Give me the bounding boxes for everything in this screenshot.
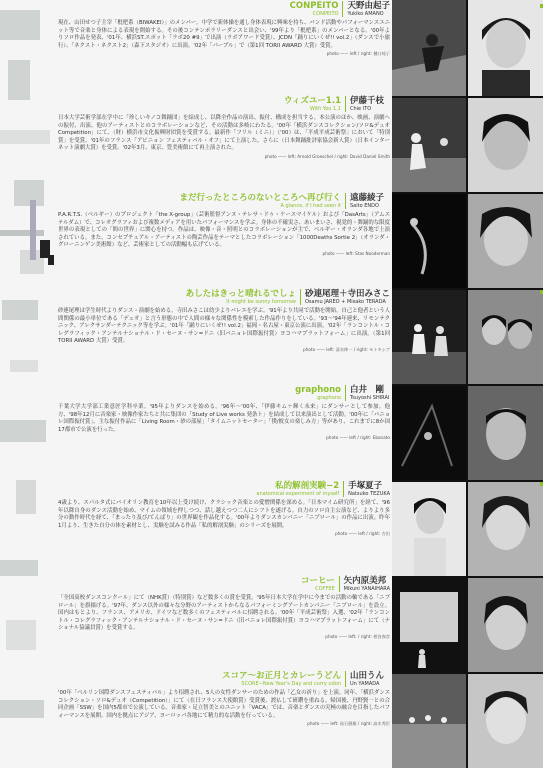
divider (300, 289, 301, 305)
entry-with-you (58, 96, 390, 159)
artist-name: 山田うん (350, 671, 385, 681)
photo-credit: photo —— left: / right: 相良春彦 (325, 633, 390, 639)
work-title: コーヒー (300, 576, 335, 586)
entry-header (58, 481, 390, 497)
portrait-photo (468, 674, 543, 768)
entry-header (58, 193, 390, 209)
work-title-en: COFFEE (315, 586, 335, 592)
performance-photo (392, 482, 466, 576)
artist-name-en: Natsuko TEZUKA (348, 491, 390, 497)
performance-photo (392, 194, 466, 288)
photo-credit: photo —— left: Arnold Groeschel / right: David Daniel Smith (264, 153, 390, 159)
portrait-photo (468, 386, 543, 480)
bio-text: 4歳より、スパルタ式にバイオリン教育を10年以上受け続け、クラシック音楽との愛憎関係を深める。「日本マイム研究所」を経て、'96年以降自身のダンス活動を始め、マイムの領域を押しつつ、話し越えつつ二人にシフトを遂げる。自力のソロ自主公演など、よりより多分の動作時代を経て、「まったり及び/てんぱり」の世界観を作品化する。'00年よりダンスカンパニー「ニブロール」の作品に出演。昨年1月より、生きた自分の体を素材とし、実験を試みる作品「私的解剖実験」のシリーズを展開。 (58, 500, 390, 529)
work-title-en: It might be sunny tomorrow (226, 299, 296, 305)
entry-header (58, 96, 390, 112)
artist-name: 手塚夏子 (348, 481, 383, 491)
performance-photo (392, 386, 466, 480)
artist-name-en: Tsuyoshi SHIRAI (350, 395, 390, 401)
entry-score (58, 671, 390, 726)
artist-name-en: Mikuni YANAIHARA (343, 586, 390, 592)
artist-name: 砂連尾理＋寺田みさこ (304, 289, 390, 299)
photo-credit: photo —— left / right: Ebanato (326, 435, 390, 441)
bio-text: 砂連尾理は学生時代よりダンス・演劇を始める。寺田みさこは幼少よりバレエを学ぶ。'91年より共同で活動を開始。自己と他者という人間関係の最小単位である「デュオ」と言う形態の中で人間の様々な関係性を模索した作品作りをしている。'93～'94年連来、リモンテクニック、アレクサンダーテクニック等を学ぶ。'01年「踊りにいくぜ!! vol.2」福岡・名古屋・東京公演に出演。'02年「ランコントル・コレグラフィック・アンテルナショナル・ド・セーヌ・サン=ドニ（旧バニョレ国際振付賞）ヨコハマプラットフォーム」に出演。（第1回 TORII AWARD 大賞）受賞。 (58, 308, 390, 345)
bio-text: 日本大学芸術学部在学中に「珍しいキノコ舞踊団」を結成し、以降全作品の演出、振付、構成を担当する。本公演のほか、映画、演劇への振付、出演、他のアーティストとのコラボレーションなど、その活動は多岐にわたる。'00年「横浜ダンスコレクション/ソロ&デュオ Competition」にて、（財）横浜市文化振興財団賞を受賞する。最新作「フリル（ミニ）」（'00）は、「平成平成芸術祭」において「特別賞」を受賞、'01年のフランス「アビニョン フェスティバル・オフ」にて上演した。さらに（日本舞踊批評家協会新人賞）（日本インターネット演劇大賞）を受賞。'02年3月、東京、豊美術館にて再上演された。 (58, 115, 390, 152)
artist-name: 伊藤千枝 (350, 96, 385, 106)
work-title: スコア〜お正月とカレーうどん (221, 671, 341, 681)
divider (342, 1, 343, 17)
work-title: まだ行ったところのないところへ再び行く (179, 193, 341, 203)
entry-coffee (58, 576, 390, 639)
photo-credit: photo —— left: Stas Nooderman (322, 250, 390, 256)
artist-name-en: Osamu JAREO + Misako TERADA (304, 299, 386, 305)
work-title-en: CONPEITO (312, 11, 339, 17)
divider (345, 671, 346, 687)
work-title-en: anatomical experiment of myself (256, 491, 340, 497)
photo-credit: photo —— left / right: 吉田 (335, 531, 390, 537)
divider (345, 96, 346, 112)
divider (345, 193, 346, 209)
portrait-photo (468, 578, 543, 672)
portrait-photo (468, 290, 543, 384)
work-title: graphono (295, 385, 341, 395)
entry-header (58, 671, 390, 687)
work-title-en: graphono (317, 395, 341, 401)
entry-sunny-tomorrow (58, 289, 390, 352)
bio-text: 千葉大学大学部工業意匠学科卒業。'95年よりダンスを始める。'96年〜'00年、「伊藤キム＋輝く未来」にダンサーとして参加。他方、'98年12月に音楽家・映像作家たちと共に集団の「Study of Live works 発条ト」を結成して以来演出として活動。'00年に「バニョレ国際振付賞」、主な振付作品に「Living Room・砂の部屋」「タイムニットセーター」「僕/彼女の楽しみ方」等があり、これまでに8か国17都市で公演を行った。 (58, 404, 390, 433)
bio-text: 「全国高校ダンスコンクール」にて（NHK賞）（特別賞）など数多くの賞を受賞。'95年日本大学在学中に今までの活動の軸である「ニブロール」を旗揚げる。'97年、ダンス以外の様々な分野のアーティストからなるパフォーミングアートカンパニー「ニブロール」を設立。国内はもとより、フランス、アメリカ、ドイツなど数多くのフェスティバルに招聘される。'00年「平成芸術祭」入選、'02年「ランコントル・コレグラフィック・アンテルナショナル・ド・セーヌ・サン=ドニ（旧バニョレ国際振付賞）ヨコハマプラットフォーム」にて（ナショナル協議員賞）を受賞する。 (58, 595, 390, 632)
entry-header (58, 385, 390, 401)
photo-credit: photo —— left: 仙石健雄 / right: 高木秀臣 (307, 721, 390, 727)
portrait-photo (468, 0, 543, 96)
artist-name: 天野由起子 (347, 1, 390, 11)
entry-a-glance (58, 193, 390, 256)
artist-name-en: Chie ITO (350, 106, 372, 112)
work-title-en: With You 1.1 (309, 106, 341, 112)
photo-credit: photo —— left / right: 樋口純子 (326, 51, 390, 57)
performance-photo (392, 98, 466, 192)
artist-name: 白井 剛 (350, 385, 385, 395)
bio-text: 現在、山田せつ子主宰「枇杷系（BIWAKEI）」のメンバー。中学で新体操を通し身体表現に興味を持ち、バンド活動やパフォーマンスユニット等で音楽と身体による表現を開始する。その後コンテンポラリーダンスと出会い、'99年より「枇杷系」のメンバーとなる。'00年よりソロ作品を発表、'01年、横浜ST.スポット「ラボ20 #9」で出演（ラボアワード受賞）、JCDN「踊りにいくぜ!! vol.2」（ダンスで小旅行）、「ネクスト・ネクスト2」（森下スタジオ）に出演。'02年「パープル」で（第1回 TORII AWARD 大賞）受賞。 (58, 20, 390, 49)
work-title-en: SCORE−New Year's Day and curry udon (241, 681, 341, 687)
photo-column (392, 0, 543, 768)
work-title: CONPEITO (289, 1, 339, 11)
artist-name-en: Un YAMADA (350, 681, 380, 687)
photo-credit: photo —— left: 清水伸一 / right: モトキシブ (303, 346, 390, 352)
divider (345, 385, 346, 401)
bio-text: P.A.R.T.S.（ベルギー）のプロジェクト「the X-group」（芸術監督アンヌ・テレサ・ドゥ・ケースマイケル）および「DasArts」（アムステルダム）で、コレオグラフィおよび複数メディアを用いたパフォーマンスを学ぶ。身体の不確実さ、あいまいさ、視覚的・舞踊的な限度世界の表現としての「間の世界」に関心を持つ。作品は、映像・音・照明とのコラボレーションが主で、ベルギー・オランダ各地で上演されている。また、コンセプチュアル・アーティストの陶芸作品をテーマとしたコラボレーション「1000Deaths Sortie 2」（オランダ・グローニンゲン美術館）など、芸術家としての活動幅も広げている。 (58, 212, 390, 249)
portrait-photo (468, 482, 543, 576)
entry-graphono (58, 385, 390, 440)
divider (343, 481, 344, 497)
bio-text: '00年「ベルリン国際ダンスフェスティバル」より招聘され、5人の女性ダンサーのための作品「乙女の祈り」を上演。同年、「横浜ダンスコレクション・ソロ&デュオ（Competition）」にて（在日フランス大使館賞）受賞後、渡仏して研鑽を重ねる。帰国後、丹野賢一との合同企画「SSW」を国内5都市で公演している。音楽家・足立智美とのユニット「VACA」では、音楽とダンスの究極の融合を目指したパフォーマンスを展開。国内を拠点にアジア、ヨーロッパ各地にて精力的な活動を行っている。 (58, 690, 390, 719)
portrait-photo (468, 98, 543, 192)
entry-anatomical (58, 481, 390, 536)
performance-photo (392, 578, 466, 672)
performance-photo (392, 0, 466, 96)
text-column (58, 0, 390, 768)
divider (339, 576, 340, 592)
artist-name-en: Saito ENDO (350, 203, 379, 209)
artist-name-en: Yukiko AMANO (347, 11, 384, 17)
performance-photo (392, 290, 466, 384)
performance-photo (392, 674, 466, 768)
decorative-left-strip (0, 0, 60, 768)
work-title: 私的解剖実験−2 (275, 481, 340, 491)
entry-conpeito (58, 1, 390, 56)
work-title-en: A glance, if I had seen it (280, 203, 341, 209)
entry-header (58, 1, 390, 17)
artist-name: 遠藤綾子 (350, 193, 385, 203)
artist-name: 矢内原美邦 (343, 576, 387, 586)
portrait-photo (468, 194, 543, 288)
work-title: あしたはきっと晴れるでしょ (185, 289, 296, 299)
entry-header (58, 576, 390, 592)
work-title: ウィズユー1.1 (283, 96, 341, 106)
entry-header (58, 289, 390, 305)
